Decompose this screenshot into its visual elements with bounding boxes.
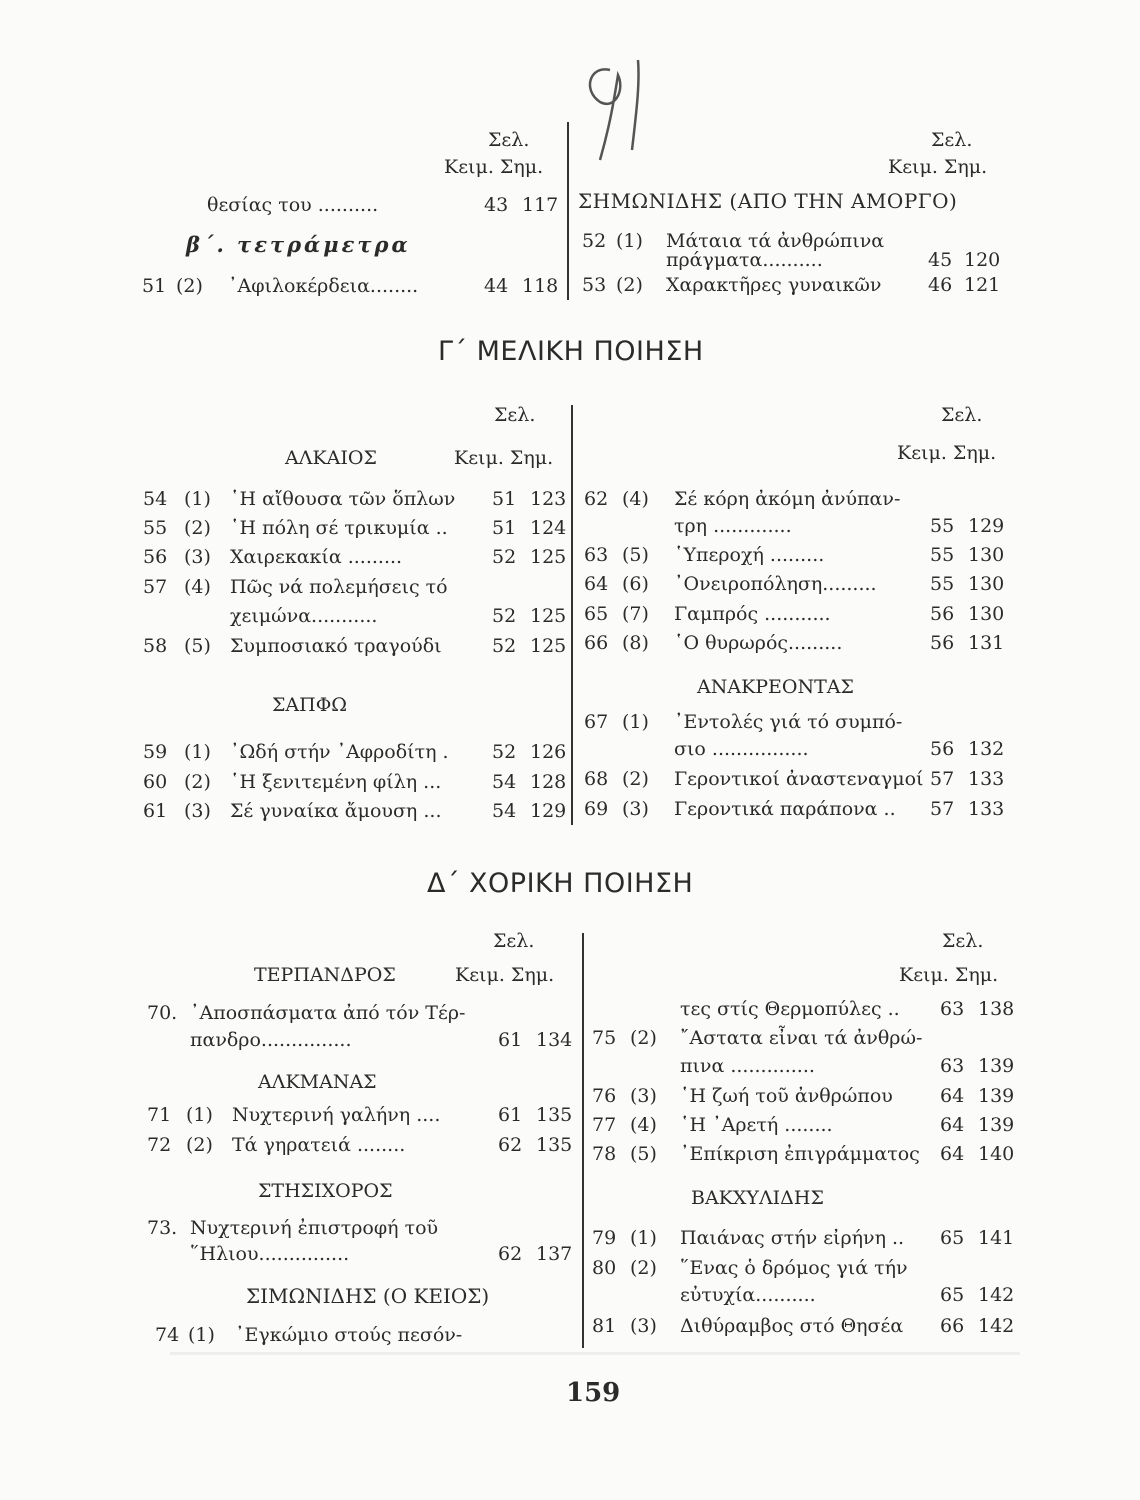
entry-keim: 63 [940, 998, 965, 1020]
entry-sub: (8) [622, 632, 649, 654]
left-header-keim: Κειμ. Σημ. [444, 156, 544, 178]
entry-sub: (5) [184, 635, 211, 657]
entry-keim: 56 [930, 603, 955, 625]
entry-keim: 51 [492, 488, 517, 510]
entry-num: 74 [155, 1324, 180, 1346]
entry-sim: 134 [536, 1029, 573, 1051]
entry-sub: (1) [186, 1104, 213, 1126]
entry-text: Σέ γυναίκα ἄμουση ... [230, 800, 442, 822]
entry-num: 68 [584, 768, 609, 790]
entry-num: 80 [592, 1257, 617, 1279]
entry-keim: 66 [940, 1315, 965, 1337]
entry-keim: 65 [940, 1227, 965, 1249]
entry-text: Γεροντικά παράπονα .. [674, 798, 896, 820]
entry-keim: 61 [498, 1104, 523, 1126]
entry-keim: 62 [498, 1134, 523, 1156]
entry-text: εὐτυχία.......... [680, 1284, 816, 1306]
entry-num: 52 [582, 230, 607, 252]
column-divider-middle [571, 405, 573, 825]
author-heading-alkmanas: ΑΛΚΜΑΝΑΣ [258, 1071, 377, 1093]
left-header-sel: Σελ. [493, 930, 535, 952]
entry-keim: 43 [484, 194, 509, 216]
author-heading-simonidis-amorgos: ΣΗΜΩΝΙΔΗΣ (ΑΠΟ ΤΗΝ ΑΜΟΡΓΟ) [578, 189, 958, 213]
author-heading-terpandros: ΤΕΡΠΑΝΔΡΟΣ [254, 964, 396, 986]
entry-sub: (2) [184, 517, 211, 539]
entry-num: 54 [143, 488, 168, 510]
entry-num: 77 [592, 1114, 617, 1136]
right-header-sel: Σελ. [941, 404, 983, 426]
entry-sim: 139 [978, 1085, 1015, 1107]
entry-text: ῾Η ζωή τοῦ ἀνθρώπου [680, 1085, 893, 1107]
entry-text: ῾Η ξενιτεμένη φίλη ... [230, 771, 442, 793]
entry-sub: (4) [622, 488, 649, 510]
entry-text: ᾿Εντολές γιά τό συμπό- [674, 711, 903, 733]
entry-keim: 56 [930, 738, 955, 760]
entry-text: χειμώνα........... [230, 605, 378, 627]
entry-sub: (2) [186, 1134, 213, 1156]
entry-text: ᾿Ωδή στήν ᾿Αφροδίτη . [230, 741, 449, 763]
entry-keim: 55 [930, 544, 955, 566]
entry-num: 66 [584, 632, 609, 654]
entry-text: Σέ κόρη ἀκόμη ἀνύπαν- [674, 488, 901, 510]
entry-sim: 121 [964, 274, 1001, 296]
entry-sim: 140 [978, 1143, 1015, 1165]
entry-keim: 52 [492, 635, 517, 657]
entry-num: 62 [584, 488, 609, 510]
entry-text: Συμποσιακό τραγούδι [230, 635, 442, 657]
column-divider-top [567, 122, 569, 300]
entry-text: σιο ................ [674, 738, 809, 760]
entry-num: 69 [584, 798, 609, 820]
entry-sim: 142 [978, 1315, 1015, 1337]
entry-num: 70. [147, 1002, 178, 1024]
entry-keim: 55 [930, 515, 955, 537]
entry-keim: 62 [498, 1243, 523, 1265]
entry-num: 67 [584, 711, 609, 733]
entry-sub: (1) [184, 741, 211, 763]
entry-num: 73. [147, 1217, 178, 1239]
entry-sim: 137 [536, 1243, 573, 1265]
entry-sim: 138 [978, 998, 1015, 1020]
left-header-sel: Σελ. [494, 404, 536, 426]
section-title-choriki: Δ΄ ΧΟΡΙΚΗ ΠΟΙΗΣΗ [427, 868, 694, 899]
author-heading-vakchylidis: ΒΑΚΧΥΛΙΔΗΣ [691, 1187, 824, 1209]
entry-text: ῾Η ᾿Αρετή ........ [680, 1114, 833, 1136]
right-header-keim: Κειμ. Σημ. [899, 964, 999, 986]
entry-num: 55 [143, 517, 168, 539]
entry-sim: 125 [530, 546, 567, 568]
entry-num: 65 [584, 603, 609, 625]
entry-text: ῞Ηλιου............... [190, 1243, 350, 1265]
entry-keim: 46 [928, 274, 953, 296]
page-number: 159 [566, 1378, 621, 1408]
entry-text: ῾Η πόλη σέ τρικυμία .. [230, 517, 448, 539]
entry-sub: (2) [616, 274, 643, 296]
left-header-sel: Σελ. [488, 129, 530, 151]
entry-keim: 52 [492, 741, 517, 763]
entry-text: ῎Αστατα εἶναι τά ἀνθρώ- [680, 1027, 923, 1049]
entry-text: τρη ............. [674, 515, 792, 537]
entry-text: Χαρακτῆρες γυναικῶν [666, 274, 882, 296]
entry-sub: (6) [622, 573, 649, 595]
entry-text: Διθύραμβος στό Θησέα [680, 1315, 904, 1337]
entry-sim: 139 [978, 1114, 1015, 1136]
entry-sim: 126 [530, 741, 567, 763]
entry-text: Γαμπρός ........... [674, 603, 831, 625]
entry-text: ῞Ενας ὁ δρόμος γιά τήν [680, 1257, 908, 1279]
entry-sub: (2) [176, 275, 203, 297]
section-title-meliki: Γ΄ ΜΕΛΙΚΗ ΠΟΙΗΣΗ [438, 336, 704, 367]
entry-text: πινα .............. [680, 1055, 815, 1077]
entry-text: πράγματα.......... [666, 249, 823, 271]
entry-num: 56 [143, 546, 168, 568]
entry-text: ᾿Ονειροπόληση......... [674, 573, 877, 595]
entry-sub: (5) [630, 1143, 657, 1165]
entry-sub: (1) [616, 230, 643, 252]
entry-sim: 128 [530, 771, 567, 793]
left-header-keim: Κειμ. Σημ. [454, 447, 554, 469]
entry-sim: 135 [536, 1104, 573, 1126]
author-heading-anakreontas: ΑΝΑΚΡΕΟΝΤΑΣ [697, 676, 854, 698]
entry-keim: 64 [940, 1143, 965, 1165]
entry-keim: 52 [492, 546, 517, 568]
entry-text: ᾿Αποσπάσματα ἀπό τόν Τέρ- [190, 1002, 466, 1024]
entry-text: ᾿Εγκώμιο στούς πεσόν- [235, 1324, 463, 1346]
entry-num: 51 [142, 275, 167, 297]
entry-keim: 52 [492, 605, 517, 627]
entry-sub: (2) [622, 768, 649, 790]
entry-sub: (7) [622, 603, 649, 625]
entry-sub: (4) [184, 576, 211, 598]
entry-sim: 133 [968, 768, 1005, 790]
entry-keim: 64 [940, 1114, 965, 1136]
entry-sim: 130 [968, 573, 1005, 595]
entry-keim: 65 [940, 1284, 965, 1306]
entry-sub: (5) [622, 544, 649, 566]
entry-sim: 142 [978, 1284, 1015, 1306]
entry-sub: (3) [630, 1315, 657, 1337]
entry-num: 76 [592, 1085, 617, 1107]
entry-sim: 131 [968, 632, 1005, 654]
left-header-keim: Κειμ. Σημ. [455, 964, 555, 986]
entry-num: 64 [584, 573, 609, 595]
entry-keim: 45 [928, 249, 953, 271]
entry-sim: 130 [968, 603, 1005, 625]
entry-keim: 51 [492, 517, 517, 539]
entry-keim: 54 [492, 771, 517, 793]
entry-num: 75 [592, 1027, 617, 1049]
author-heading-simonidis-keios: ΣΙΜΩΝΙΔΗΣ (Ο ΚΕΙΟΣ) [246, 1284, 490, 1308]
entry-text: Νυχτερινή γαλήνη .... [232, 1104, 441, 1126]
entry-sub: (2) [630, 1027, 657, 1049]
entry-sub: (1) [630, 1227, 657, 1249]
entry-keim: 63 [940, 1055, 965, 1077]
entry-text: ᾿Αφιλοκέρδεια........ [228, 275, 419, 297]
right-header-sel: Σελ. [931, 129, 973, 151]
author-heading-alkaios: ΑΛΚΑΙΟΣ [285, 447, 377, 469]
entry-sim: 129 [530, 800, 567, 822]
entry-num: 57 [143, 576, 168, 598]
entry-sub: (1) [184, 488, 211, 510]
entry-sub: (3) [622, 798, 649, 820]
entry-keim: 57 [930, 798, 955, 820]
entry-num: 78 [592, 1143, 617, 1165]
entry-sub: (3) [184, 800, 211, 822]
entry-text: Πῶς νά πολεμήσεις τό [230, 576, 448, 598]
entry-sim: 132 [968, 738, 1005, 760]
entry-sim: 124 [530, 517, 567, 539]
entry-keim: 64 [940, 1085, 965, 1107]
entry-text: Νυχτερινή ἐπιστροφή τοῦ [190, 1217, 439, 1239]
entry-text: Παιάνας στήν εἰρήνη .. [680, 1227, 905, 1249]
entry-sim: 125 [530, 605, 567, 627]
entry-text: ῾Η αἴθουσα τῶν ὅπλων [230, 488, 456, 510]
entry-num: 53 [582, 274, 607, 296]
entry-num: 72 [147, 1134, 172, 1156]
entry-sub: (4) [630, 1114, 657, 1136]
entry-num: 61 [143, 800, 168, 822]
author-heading-stisichoros: ΣΤΗΣΙΧΟΡΟΣ [258, 1180, 393, 1202]
entry-text: τες στίς Θερμοπύλες .. [680, 998, 900, 1020]
entry-num: 58 [143, 635, 168, 657]
entry-sub: (3) [184, 546, 211, 568]
entry-sim: 139 [978, 1055, 1015, 1077]
entry-keim: 54 [492, 800, 517, 822]
entry-sim: 130 [968, 544, 1005, 566]
entry-text: Μάταια τά ἀνθρώπινα [666, 230, 885, 252]
entry-keim: 55 [930, 573, 955, 595]
entry-num: 60 [143, 771, 168, 793]
entry-sim: 123 [530, 488, 567, 510]
right-header-keim: Κειμ. Σημ. [897, 442, 997, 464]
author-heading-sapfo: ΣΑΠΦΩ [272, 694, 348, 716]
entry-num: 79 [592, 1227, 617, 1249]
entry-sim: 141 [978, 1227, 1015, 1249]
entry-num: 59 [143, 741, 168, 763]
entry-text: Τά γηρατειά ........ [232, 1134, 406, 1156]
entry-sub: (3) [630, 1085, 657, 1107]
entry-keim: 61 [498, 1029, 523, 1051]
handwritten-annotation [570, 40, 670, 170]
entry-text: Χαιρεκακία ......... [230, 546, 403, 568]
entry-keim: 56 [930, 632, 955, 654]
right-header-sel: Σελ. [942, 930, 984, 952]
entry-text: Γεροντικοί ἀναστεναγμοί [674, 768, 924, 790]
entry-keim: 57 [930, 768, 955, 790]
entry-text: πανδρο............... [190, 1029, 352, 1051]
entry-text: θεσίας του .......... [207, 194, 379, 216]
entry-num: 71 [147, 1104, 172, 1126]
entry-sim: 125 [530, 635, 567, 657]
entry-sim: 129 [968, 515, 1005, 537]
subtitle-tetrametra: β΄. τετράμετρα [186, 232, 411, 257]
entry-text: ῾Υπεροχή ......... [674, 544, 825, 566]
entry-sim: 118 [522, 275, 559, 297]
entry-text: ᾿Επίκριση ἐπιγράμματος [680, 1143, 920, 1165]
column-divider-bottom [582, 933, 584, 1348]
entry-text: ῾Ο θυρωρός......... [674, 632, 843, 654]
right-header-keim: Κειμ. Σημ. [888, 156, 988, 178]
entry-sim: 135 [536, 1134, 573, 1156]
entry-num: 81 [592, 1315, 617, 1337]
entry-sub: (2) [184, 771, 211, 793]
entry-sub: (1) [188, 1324, 215, 1346]
entry-num: 63 [584, 544, 609, 566]
entry-sub: (1) [622, 711, 649, 733]
entry-sim: 133 [968, 798, 1005, 820]
entry-keim: 44 [484, 275, 509, 297]
entry-sim: 117 [522, 194, 559, 216]
bleed-through-band [170, 1352, 1020, 1355]
entry-sub: (2) [630, 1257, 657, 1279]
entry-sim: 120 [964, 249, 1001, 271]
